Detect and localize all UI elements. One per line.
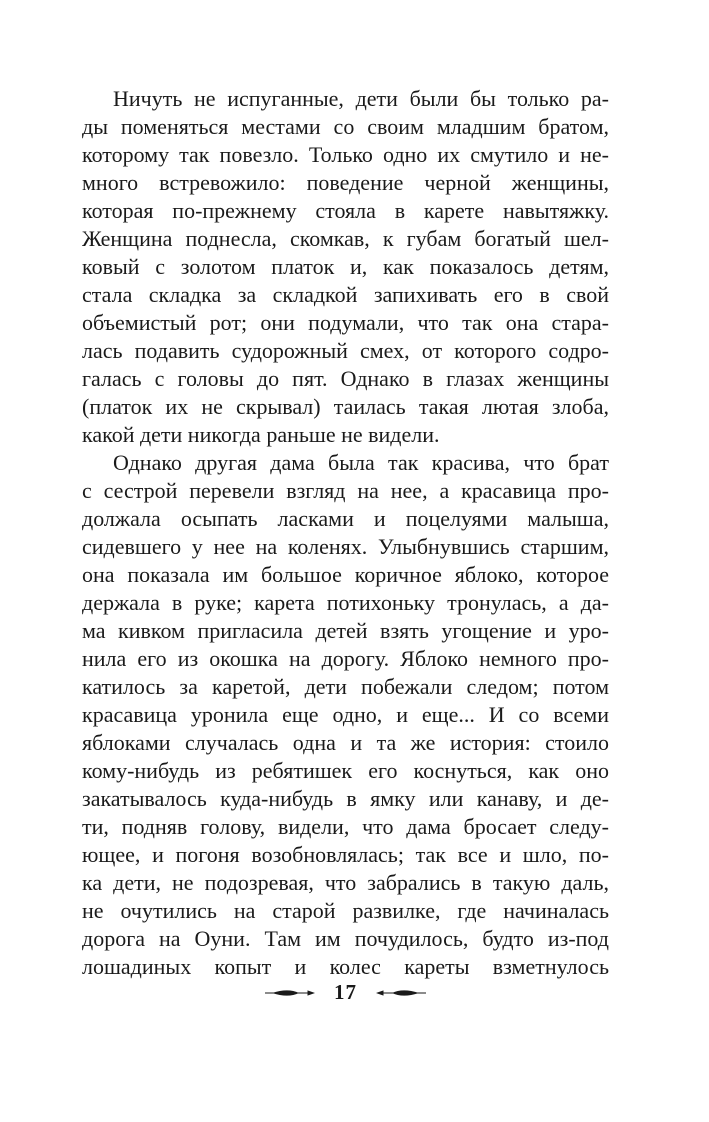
text-line: лошадиных копыт и колес кареты взметнулось (82, 954, 609, 979)
text-line: с сестрой перевели взгляд на нее, а красавица про- (82, 478, 609, 503)
text-line: которая по-прежнему стояла в карете навытяжку. (82, 198, 609, 223)
text-line: ма кивком пригласила детей взять угощение и уро- (82, 618, 609, 643)
text-line: закатывалось куда-нибудь в ямку или канаву, и де- (82, 786, 609, 811)
text-line: дорога на Оуни. Там им почудилось, будто из-под (82, 926, 609, 951)
text-line: должала осыпать ласками и поцелуями малыша, (82, 506, 609, 531)
text-line: кому-нибудь из ребятишек его коснуться, как оно (82, 758, 609, 783)
text-line: ка дети, не подозревая, что забрались в такую даль, (82, 870, 609, 895)
text-line: держала в руке; карета потихоньку тронулась, а да- (82, 590, 609, 615)
text-line: галась с головы до пят. Однако в глазах женщины (82, 366, 609, 391)
text-line: стала складка за складкой запихивать его в свой (82, 282, 609, 307)
text-line: нила его из окошка на дорогу. Яблоко немного про- (82, 646, 609, 671)
text-line: ющее, и погоня возобновлялась; так все и шло, по- (82, 842, 609, 867)
text-line: Ничуть не испуганные, дети были бы только ра- (113, 86, 609, 111)
text-line: катилось за каретой, дети побежали следом; потом (82, 674, 609, 699)
paragraph (82, 85, 609, 449)
left-flourish-icon (264, 988, 320, 998)
page-footer (82, 980, 609, 1006)
page-number: 17 (334, 979, 357, 1004)
right-flourish-icon (371, 988, 427, 998)
text-line: Женщина поднесла, скомкав, к губам богатый шел- (82, 226, 609, 251)
text-line: ды поменяться местами со своим младшим братом, (82, 114, 609, 139)
text-line: которому так повезло. Только одно их смутило и не- (82, 142, 609, 167)
text-line: (платок их не скрывал) таилась такая лютая злоба, (82, 394, 609, 419)
text-line: ти, подняв голову, видели, что дама бросает следу- (82, 814, 609, 839)
paragraph (82, 449, 609, 981)
text-line: какой дети никогда раньше не видели. (82, 422, 440, 447)
text-line: Однако другая дама была так красива, что брат (113, 450, 609, 475)
text-line: красавица уронила еще одно, и еще... И со всеми (82, 702, 609, 727)
text-line: сидевшего у нее на коленях. Улыбнувшись старшим, (82, 534, 609, 559)
text-line: она показала им большое коричное яблоко, которое (82, 562, 609, 587)
text-line: ковый с золотом платок и, как показалось детям, (82, 254, 609, 279)
text-line: яблоками случалась одна и та же история: стоило (82, 730, 609, 755)
text-line: не очутились на старой развилке, где начиналась (82, 898, 609, 923)
text-line: много встревожило: поведение черной женщины, (82, 170, 609, 195)
page-text (82, 85, 609, 981)
text-line: лась подавить судорожный смех, от которого содро- (82, 338, 609, 363)
text-line: объемистый рот; они подумали, что так она стара- (82, 310, 609, 335)
